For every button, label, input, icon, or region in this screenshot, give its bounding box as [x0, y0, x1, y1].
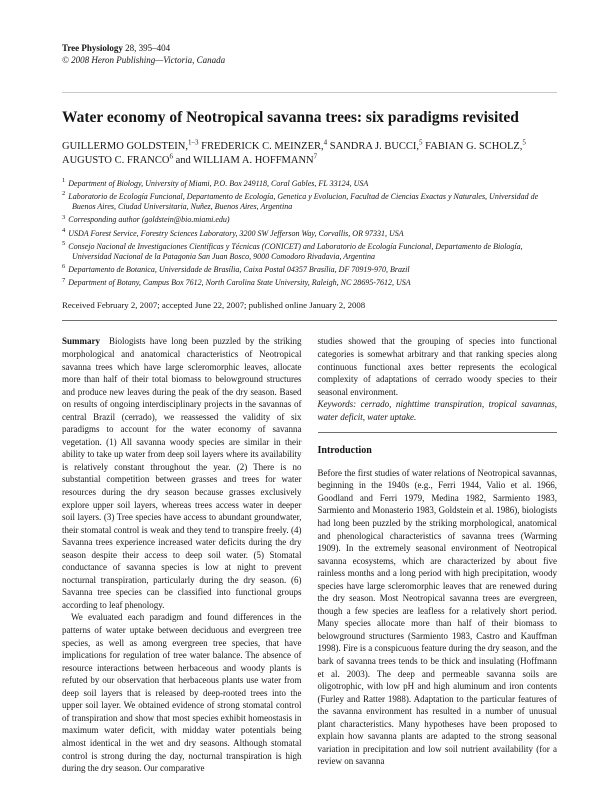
affiliation-item: $^7$ Department of Botany, Campus Box 7612, North Carolina State University, Raleigh, NC 28695-7612, USA — [62, 276, 411, 288]
author-affil-sup: 5 — [522, 138, 526, 147]
author: FREDERICK C. MEINZER,$^4$ — [198, 138, 328, 152]
right-column — [318, 335, 558, 774]
author: FABIAN G. SCHOLZ,$^5$ — [422, 138, 526, 152]
author-affil-sup: 4 — [323, 138, 328, 147]
summary-continuation: studies showed that the grouping of species into functional categories is somewhat arbitrary and that ranking species along continuous functional axes better represents the ecological complexity of adaptations of cerrado woody species to their seasonal environment. — [317, 336, 557, 397]
author: SANDRA J. BUCCI,$^5$ — [327, 138, 423, 152]
summary-paragraph — [62, 335, 302, 611]
keywords-label: Keywords: — [317, 399, 357, 410]
summary-label: Summary — [62, 336, 100, 347]
two-column-body — [62, 335, 557, 774]
keywords-text: cerrado, nighttime transpiration, tropical savannas, water deficit, water uptake. — [317, 399, 557, 422]
keywords-line — [318, 398, 558, 423]
author-affil-sup: 5 — [419, 138, 423, 147]
summary-text: Biologists have long been puzzled by the striking morphological and anatomical characteristics of Neotropical savanna trees which have large scleromorphic leaves, allocate more than half of their total biomass to belowground structures and produce new leaves during the peak of the dry season. Based on results of ongoing interdisciplinary projects in the savannas of central Brazil (cerrado), we reassessed the validity of six paradigms to account for the water economy of savanna vegetation. (1) All savanna woody species are similar in their ability to take up water from deep soil layers where its availability is relatively constant throughout the year. (2) There is no substantial competition between grasses and trees for water resources during the dry season because grasses exclusively explore upper soil layers, whereas trees access water in deeper soil layers. (3) Tree species have access to abundant groundwater, their stomatal control is weak and they tend to transpire freely. (4) Savanna trees experience increased water deficits during the dry season despite their access to deep soil water. (5) Stomatal conductance of savanna species is low at night to prevent nocturnal transpiration, particularly during the dry season. (6) Savanna tree species can be classified into functional groups according to leaf phenology. — [62, 336, 302, 610]
header-divider — [62, 92, 557, 93]
author-affil-sup: 1–3 — [188, 138, 199, 147]
author-list — [62, 140, 547, 167]
affiliation-item: $^3$ Corresponding author (goldstein@bio.miami.edu) — [62, 213, 230, 225]
journal-name: Tree Physiology — [62, 43, 123, 53]
affiliation-list — [62, 179, 557, 288]
affiliation-item: $^2$ Laboratorio de Ecología Funcional, Departamento de Ecología, Genetica y Evolucion, Facultad de Ciencias Exactas y Naturales, Universidad de Buenos Aires, Ciudad Universitaria, Nuñez, Buenos Aires, Argentina — [62, 190, 539, 212]
journal-citation — [62, 42, 557, 54]
journal-header — [62, 42, 557, 66]
introduction-paragraph: Before the first studies of water relations of Neotropical savannas, beginning in the 1940s (e.g., Ferri 1944, Valio et al. 1966, Goodland and Ferri 1979, Medina 1982, Sarmiento 1983, Sarmiento and Monasterio 1983, Goldstein et al. 1986), biologists had long been puzzled by the striking morphological, anatomical and phenological characteristics of savanna trees (Warming 1909). In the extremely seasonal environment of Neotropical savanna ecosystems, which are characterized by about five rainless months and a long period with high precipitation, woody species have large scleromorphic leaves that are renewed during the dry season. Most Neotropical savanna trees are evergreen, though a few species are leafless for a relatively short period. Many species allocate more than half of their biomass to belowground structures (Sarmiento 1983, Castro and Kauffman 1998). Fire is a conspicuous feature during the dry season, and the bark of savanna trees tends to be thick and insulating (Hoffmann et al. 2003). The deep and permeable savanna soils are oligotrophic, with low pH and high aluminum and iron contents (Furley and Ratter 1988). Adaptation to the particular features of the savanna environment has resulted in a number of unusual plant characteristics. Many hypotheses have been proposed to explain how savanna plants are adapted to the strong seasonal variation in precipitation and low soil nutrient availability (for a review on savanna — [317, 467, 557, 767]
author: AUGUSTO C. FRANCO$^6$ — [62, 152, 173, 166]
affiliation-item: $^4$ USDA Forest Service, Forestry Sciences Laboratory, 3200 SW Jefferson Way, Corvallis, OR 97331, USA — [62, 226, 404, 238]
author-affil-sup: 6 — [169, 152, 173, 160]
affiliation-item: $^5$ Consejo Nacional de Investigaciones Científicas y Técnicas (CONICET) and Laboratorio de Ecología Funcional, Departamento de Biología, Universidad Nacional de la Patagonia San Juan Bosco, 9000 Comodoro Rivadavia, Argentina — [62, 240, 523, 261]
affiliation-item: $^1$ Department of Biology, University of Miami, P.O. Box 249118, Coral Gables, FL 33124, USA — [62, 177, 369, 188]
keywords-divider — [318, 432, 558, 433]
author: GUILLERMO GOLDSTEIN,$^{1-3}$ — [62, 138, 199, 152]
journal-issue-pages: 28, 395–404 — [122, 43, 171, 53]
received-dates-line: Received February 2, 2007; accepted June 22, 2007; published online January 2, 2008 — [62, 300, 366, 311]
author: and WILLIAM A. HOFFMANN$^7$ — [172, 152, 318, 166]
author-affil-sup: 7 — [313, 152, 318, 160]
affiliation-item: $^6$ Departamento de Botanica, Universidade de Brasília, Caixa Postal 04357 Brasília, DF 70919-970, Brazil — [62, 263, 410, 275]
copyright-line: © 2008 Heron Publishing—Victoria, Canada — [62, 55, 226, 65]
summary-paragraph-2: We evaluated each paradigm and found differences in the patterns of water uptake between deciduous and evergreen tree species, as well as among evergreen tree species, that have implications for regulation of tree water balance. The absence of resource interactions between herbaceous and woody plants is refuted by our observation that herbaceous plants use water from deep soil layers that is released by deep-rooted trees into the upper soil layer. We obtained evidence of strong stomatal control of transpiration and show that most species exhibit homeostasis in maximum water deficit, with midday water potentials being almost identical in the wet and dry seasons. Although stomatal control is strong during the day, nocturnal transpiration is high during the dry season. Our comparative — [62, 612, 302, 774]
left-column — [62, 335, 302, 774]
introduction-heading: Introduction — [317, 445, 372, 457]
abstract-top-divider — [62, 320, 557, 321]
page-title: Water economy of Neotropical savanna trees: six paradigms revisited — [62, 109, 519, 126]
